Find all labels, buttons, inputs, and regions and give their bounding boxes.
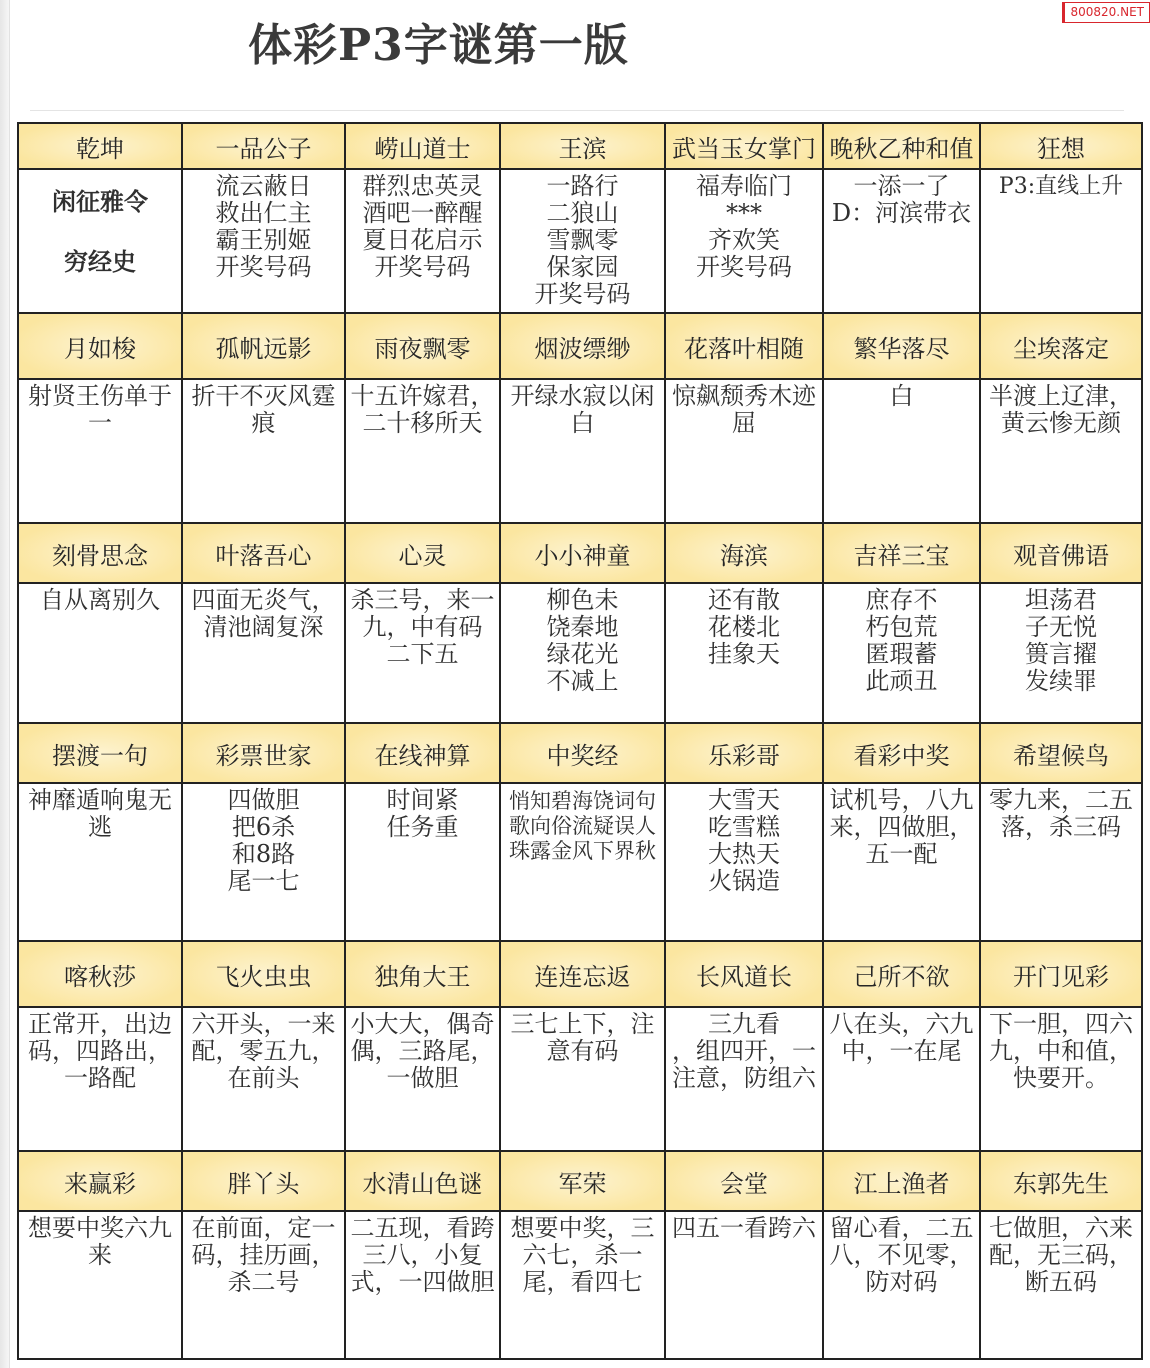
content-cell-r3-c0 <box>19 784 183 942</box>
header-cell-r2-c6: 观音佛语 <box>981 524 1143 584</box>
cell-line: 一添一了 <box>853 172 950 200</box>
header-cell-r2-c3: 小小神童 <box>501 524 666 584</box>
cell-line: 发续罪 <box>1025 667 1097 695</box>
content-cell-r2-c5 <box>824 584 981 724</box>
cell-line: 十五许嫁君， <box>350 382 495 410</box>
cell-line: 四面无炎气， <box>191 586 336 614</box>
cell-line: 八在头，六九 <box>829 1010 974 1038</box>
cell-line: 码，四路出， <box>28 1037 172 1065</box>
content-cell-r0-c4 <box>666 170 824 314</box>
header-cell-r0-c6: 狂想 <box>981 124 1143 170</box>
content-cell-r2-c2 <box>346 584 501 724</box>
content-cell-r2-c4 <box>666 584 824 724</box>
cell-line: 想要中奖，三 <box>510 1214 655 1242</box>
header-cell-r1-c3: 烟波缥缈 <box>501 314 666 380</box>
content-cell-r1-c6 <box>981 380 1143 524</box>
content-cell-r1-c0 <box>19 380 183 524</box>
content-cell-r3-c3 <box>501 784 666 942</box>
header-cell-r1-c6: 尘埃落定 <box>981 314 1143 380</box>
header-cell-r1-c0: 月如梭 <box>19 314 183 380</box>
content-cell-r0-c1 <box>183 170 346 314</box>
cell-line: 神靡遁响鬼无 <box>28 786 172 814</box>
cell-line: 子无悦 <box>1025 613 1097 641</box>
content-cell-r0-c3 <box>501 170 666 314</box>
cell-line: 开绿水寂以闲 <box>510 382 655 410</box>
header-cell-r3-c6: 希望候鸟 <box>981 724 1143 784</box>
cell-line: 折干不灭风霆 <box>191 382 336 410</box>
header-cell-r3-c4: 乐彩哥 <box>666 724 824 784</box>
cell-line: 还有散 <box>708 586 780 614</box>
cell-line: 二五现，看跨 <box>350 1214 495 1242</box>
cell-line: 任务重 <box>386 813 459 841</box>
cell-line: 饶秦地 <box>546 613 619 641</box>
content-cell-r5-c1 <box>183 1212 346 1360</box>
header-cell-r0-c4: 武当玉女掌门 <box>666 124 824 170</box>
cell-line: 穷经史 <box>64 247 136 276</box>
header-cell-r4-c0: 喀秋莎 <box>19 942 183 1008</box>
content-cell-r1-c2 <box>346 380 501 524</box>
header-cell-r5-c4: 会堂 <box>666 1152 824 1212</box>
cell-line: 一路行 <box>546 172 619 200</box>
cell-line: 断五码 <box>1025 1268 1097 1296</box>
header-cell-r4-c6: 开门见彩 <box>981 942 1143 1008</box>
cell-line: 霸王别姬 <box>215 226 312 254</box>
site-watermark: 800820.NET <box>1062 2 1150 23</box>
cell-line: 一做胆 <box>386 1064 459 1092</box>
cell-line: 保家园 <box>546 253 619 281</box>
content-cell-r0-c2 <box>346 170 501 314</box>
cell-line: 悄知碧海饶词句 <box>509 789 656 813</box>
header-cell-r5-c5: 江上渔者 <box>824 1152 981 1212</box>
cell-line: 逃 <box>88 813 112 841</box>
title-divider <box>30 110 1124 111</box>
cell-line: 杀三号，来一 <box>350 586 495 614</box>
cell-line: 九，中有码 <box>362 613 483 641</box>
cell-line: 时间紧 <box>386 786 459 814</box>
content-cell-r5-c4 <box>666 1212 824 1360</box>
content-cell-r4-c5 <box>824 1008 981 1152</box>
cell-line: 二下五 <box>386 640 459 668</box>
content-cell-r5-c2 <box>346 1212 501 1360</box>
content-cell-r1-c5 <box>824 380 981 524</box>
content-cell-r1-c1 <box>183 380 346 524</box>
cell-line: 式，一四做胆 <box>350 1268 495 1296</box>
cell-line: 屈 <box>732 409 756 437</box>
cell-line: 珠露金风下界秋 <box>509 839 656 863</box>
header-cell-r5-c3: 军荣 <box>501 1152 666 1212</box>
cell-line: 二狼山 <box>546 199 619 227</box>
content-cell-r4-c3 <box>501 1008 666 1152</box>
cell-line: 把6杀 <box>231 813 296 841</box>
cell-line: 痕 <box>251 409 276 437</box>
cell-line: 码，挂历画， <box>191 1241 336 1269</box>
header-cell-r1-c4: 花落叶相随 <box>666 314 824 380</box>
content-cell-r4-c0 <box>19 1008 183 1152</box>
cell-line: 八，不见零， <box>829 1241 974 1269</box>
cell-line: 坦荡君 <box>1025 586 1097 614</box>
header-cell-r4-c2: 独角大王 <box>346 942 501 1008</box>
header-cell-r0-c0: 乾坤 <box>19 124 183 170</box>
cell-line: P3:直线上升 <box>998 174 1124 199</box>
cell-line: 绿花光 <box>546 640 619 668</box>
cell-line: 大雪天 <box>708 786 780 814</box>
header-cell-r4-c1: 飞火虫虫 <box>183 942 346 1008</box>
cell-line: 黄云惨无颜 <box>1001 409 1121 437</box>
content-cell-r5-c5 <box>824 1212 981 1360</box>
cell-line: 下一胆，四六 <box>989 1010 1133 1038</box>
cell-line: 落，杀三码 <box>1001 813 1121 841</box>
cell-line: 试机号，八九 <box>829 786 974 814</box>
cell-line: 偶，三路尾， <box>350 1037 495 1065</box>
header-cell-r0-c3: 王滨 <box>501 124 666 170</box>
cell-line: 火锅造 <box>708 867 780 895</box>
content-cell-r2-c1 <box>183 584 346 724</box>
header-cell-r0-c5: 晚秋乙种和值 <box>824 124 981 170</box>
header-cell-r5-c0: 来赢彩 <box>19 1152 183 1212</box>
cell-line: 三七上下，注 <box>510 1010 655 1038</box>
cell-line: 大热天 <box>708 840 780 868</box>
cell-line: 三八，小复 <box>362 1241 483 1269</box>
page-title: 体彩P3字谜第一版 <box>248 20 629 71</box>
cell-line: 不减上 <box>546 667 619 695</box>
page-left-edge <box>0 0 10 1368</box>
header-cell-r2-c4: 海滨 <box>666 524 824 584</box>
cell-line: D：河滨带衣 <box>831 199 972 227</box>
content-cell-r5-c6 <box>981 1212 1143 1360</box>
cell-line: 六七，杀一 <box>522 1241 643 1269</box>
content-cell-r0-c5 <box>824 170 981 314</box>
header-cell-r3-c3: 中奖经 <box>501 724 666 784</box>
header-cell-r3-c0: 摆渡一句 <box>19 724 183 784</box>
cell-line: *** <box>726 199 762 227</box>
content-cell-r2-c6 <box>981 584 1143 724</box>
cell-line: 留心看，二五 <box>829 1214 974 1242</box>
riddle-table <box>17 122 1143 1360</box>
content-cell-r5-c0 <box>19 1212 183 1360</box>
cell-line: 一路配 <box>64 1064 136 1092</box>
cell-line: 闲征雅令 <box>52 187 148 216</box>
cell-line: 一 <box>88 409 112 437</box>
cell-line: 六开头，一来 <box>191 1010 336 1038</box>
header-cell-r0-c2: 崂山道士 <box>346 124 501 170</box>
content-cell-r2-c3 <box>501 584 666 724</box>
cell-line: 配，零五九， <box>191 1037 336 1065</box>
cell-line: 尾，看四七 <box>522 1268 643 1296</box>
content-cell-r4-c1 <box>183 1008 346 1152</box>
content-cell-r4-c6 <box>981 1008 1143 1152</box>
header-cell-r2-c1: 叶落吾心 <box>183 524 346 584</box>
content-cell-r0-c6 <box>981 170 1143 314</box>
cell-line: 柳色未 <box>546 586 619 614</box>
cell-line: 花楼北 <box>708 613 780 641</box>
cell-line: 酒吧一醉醒 <box>362 199 483 227</box>
cell-line: 快要开。 <box>1013 1064 1109 1092</box>
header-cell-r2-c5: 吉祥三宝 <box>824 524 981 584</box>
content-cell-r2-c0 <box>19 584 183 724</box>
cell-line: 来 <box>88 1241 112 1269</box>
cell-line: 五一配 <box>865 840 938 868</box>
cell-line: 配，无三码， <box>989 1241 1133 1269</box>
header-cell-r4-c3: 连连忘返 <box>501 942 666 1008</box>
cell-line: 九，中和值， <box>989 1037 1133 1065</box>
content-cell-r0-c0 <box>19 170 183 314</box>
cell-line: 白 <box>889 382 914 410</box>
cell-line: 注意，防组六 <box>672 1064 816 1092</box>
cell-line: 开奖号码 <box>534 280 631 308</box>
cell-line: 射贤王伤单于 <box>28 382 172 410</box>
header-cell-r5-c6: 东郭先生 <box>981 1152 1143 1212</box>
cell-line: 来，四做胆， <box>829 813 974 841</box>
cell-line: 救出仁主 <box>215 199 312 227</box>
header-cell-r2-c2: 心灵 <box>346 524 501 584</box>
cell-line: 此顽丑 <box>865 667 938 695</box>
cell-line: 清池阔复深 <box>203 613 324 641</box>
cell-line: 雪飘零 <box>546 226 619 254</box>
content-cell-r1-c4 <box>666 380 824 524</box>
header-cell-r0-c1: 一品公子 <box>183 124 346 170</box>
cell-line: 尾一七 <box>227 867 300 895</box>
header-cell-r3-c2: 在线神算 <box>346 724 501 784</box>
cell-line: 七做胆，六来 <box>989 1214 1133 1242</box>
header-cell-r1-c1: 孤帆远影 <box>183 314 346 380</box>
cell-line: 群烈忠英灵 <box>362 172 483 200</box>
cell-line: 防对码 <box>865 1268 938 1296</box>
content-cell-r3-c6 <box>981 784 1143 942</box>
cell-line: ，组四开，一 <box>672 1037 816 1065</box>
header-cell-r5-c1: 胖丫头 <box>183 1152 346 1212</box>
cell-line: 夏日花启示 <box>362 226 483 254</box>
content-cell-r3-c1 <box>183 784 346 942</box>
header-cell-r5-c2: 水清山色谜 <box>346 1152 501 1212</box>
cell-line: 惊飙颓秀木迹 <box>672 382 816 410</box>
cell-line: 二十移所天 <box>362 409 483 437</box>
cell-line: 开奖号码 <box>696 253 792 281</box>
cell-line: 在前面，定一 <box>191 1214 336 1242</box>
cell-line: 开奖号码 <box>215 253 312 281</box>
content-cell-r1-c3 <box>501 380 666 524</box>
cell-line: 流云蔽日 <box>215 172 312 200</box>
header-cell-r4-c4: 长风道长 <box>666 942 824 1008</box>
cell-line: 朽包荒 <box>865 613 938 641</box>
cell-line: 在前头 <box>227 1064 300 1092</box>
cell-line: 庶存不 <box>865 586 938 614</box>
content-cell-r3-c2 <box>346 784 501 942</box>
header-cell-r2-c0: 刻骨思念 <box>19 524 183 584</box>
cell-line: 齐欢笑 <box>708 226 780 254</box>
cell-line: 意有码 <box>546 1037 619 1065</box>
header-cell-r3-c5: 看彩中奖 <box>824 724 981 784</box>
cell-line: 杀二号 <box>227 1268 300 1296</box>
cell-line: 福寿临门 <box>696 172 792 200</box>
content-cell-r4-c4 <box>666 1008 824 1152</box>
content-cell-r5-c3 <box>501 1212 666 1360</box>
header-cell-r1-c5: 繁华落尽 <box>824 314 981 380</box>
cell-line: 想要中奖六九 <box>28 1214 172 1242</box>
cell-line: 四五一看跨六 <box>672 1214 816 1242</box>
cell-line: 小大大，偶奇 <box>350 1010 495 1038</box>
cell-line: 匿瑕蓄 <box>865 640 938 668</box>
cell-line: 四做胆 <box>227 786 300 814</box>
cell-line: 零九来，二五 <box>989 786 1133 814</box>
cell-line: 白 <box>570 409 595 437</box>
content-cell-r3-c4 <box>666 784 824 942</box>
header-cell-r3-c1: 彩票世家 <box>183 724 346 784</box>
header-cell-r1-c2: 雨夜飘零 <box>346 314 501 380</box>
content-cell-r3-c5 <box>824 784 981 942</box>
cell-line: 和8路 <box>231 840 296 868</box>
cell-line: 开奖号码 <box>374 253 471 281</box>
cell-line: 正常开，出边 <box>28 1010 172 1038</box>
cell-line: 挂象天 <box>708 640 780 668</box>
cell-line: 三九看 <box>708 1010 780 1038</box>
cell-line: 自从离别久 <box>40 586 160 614</box>
cell-line: 歌向俗流疑误人 <box>509 814 656 838</box>
cell-line: 吃雪糕 <box>708 813 780 841</box>
cell-line: 中，一在尾 <box>841 1037 962 1065</box>
content-cell-r4-c2 <box>346 1008 501 1152</box>
header-cell-r4-c5: 己所不欲 <box>824 942 981 1008</box>
cell-line: 半渡上辽津， <box>989 382 1133 410</box>
cell-line: 篑言擢 <box>1025 640 1097 668</box>
